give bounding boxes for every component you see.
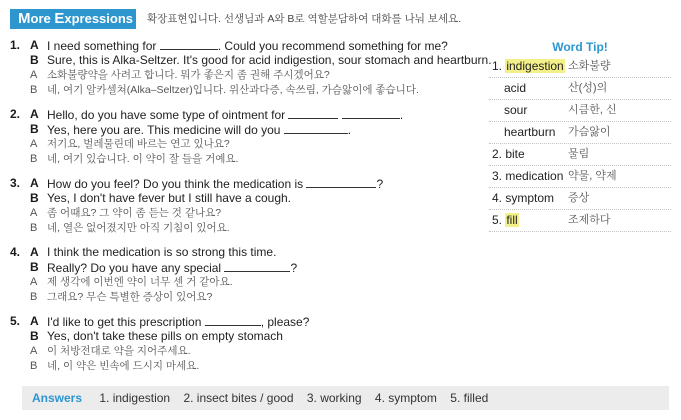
answer-blank bbox=[342, 107, 400, 119]
speaker-label: B bbox=[30, 360, 38, 372]
word-tip-term: 5. fill bbox=[492, 213, 518, 227]
speaker-label: B bbox=[30, 222, 38, 234]
translation-line-a bbox=[10, 344, 490, 359]
word-tip-meaning: 가슴앓이 bbox=[568, 126, 611, 138]
dialogue-text: Hello, do you have some type of ointment for . bbox=[47, 108, 404, 122]
answer-blank bbox=[205, 314, 261, 326]
translation-text: 제 생각에 이번엔 약이 너무 센 거 같아요. bbox=[47, 276, 233, 288]
translation-text: 네, 여기 있습니다. 이 약이 잘 들을 거예요. bbox=[47, 153, 239, 165]
answer-blank bbox=[160, 38, 218, 50]
speaker-label: B bbox=[30, 260, 39, 274]
dialogue-line-a bbox=[10, 176, 490, 191]
answers-bar bbox=[22, 386, 669, 410]
question-number: 3. bbox=[10, 176, 21, 190]
translation-text: 네, 이 약은 빈속에 드시지 마세요. bbox=[47, 360, 200, 372]
dialogue-line-b bbox=[10, 191, 490, 206]
translation-line-b bbox=[10, 290, 490, 305]
word-tip-meaning: 물림 bbox=[568, 148, 590, 160]
speaker-label: A bbox=[30, 345, 38, 357]
speaker-label: A bbox=[30, 276, 38, 288]
dialogue-line-b bbox=[10, 260, 490, 275]
speaker-label: B bbox=[30, 191, 39, 205]
speaker-label: B bbox=[30, 291, 38, 303]
translation-text: 저기요, 벌레물린데 바르는 연고 있나요? bbox=[47, 138, 230, 150]
answer-item: 1. indigestion bbox=[99, 391, 171, 405]
translation-line-b bbox=[10, 359, 490, 374]
word-tip-term: 4. symptom bbox=[492, 191, 555, 205]
word-tip-term: acid bbox=[504, 81, 527, 95]
translation-text: 좀 어때요? 그 약이 좀 듣는 것 같나요? bbox=[47, 207, 222, 219]
translation-line-b bbox=[10, 152, 490, 167]
answer-item: 3. working bbox=[306, 391, 362, 405]
question-number: 4. bbox=[10, 245, 21, 259]
instruction-text: 확장표현입니다. 선생님과 A와 B로 역할분담하여 대화를 나눠 보세요. bbox=[147, 13, 462, 25]
answer-item: 5. filled bbox=[450, 391, 489, 405]
speaker-label: A bbox=[30, 138, 38, 150]
speaker-label: A bbox=[30, 245, 39, 259]
dialogue-text: Yes, I don't have fever but I still have a cough. bbox=[47, 191, 292, 205]
dialogue-line-a bbox=[10, 245, 490, 260]
translation-text: 네, 여기 알카셀쳐(Alka–Seltzer)입니다. 위산과다증, 속쓰림, 가슴앓이에 좋습니다. bbox=[47, 84, 419, 96]
word-tip-row bbox=[489, 122, 671, 144]
word-tip-term: 3. medication bbox=[492, 169, 564, 183]
speaker-label: B bbox=[30, 329, 39, 343]
speaker-label: A bbox=[30, 38, 39, 52]
question-1 bbox=[10, 38, 490, 98]
dialogue-text: Sure, this is Alka-Seltzer. It's good for acid indigestion, sour stomach and heartburn. bbox=[47, 53, 492, 67]
translation-line-a bbox=[10, 68, 490, 83]
question-4 bbox=[10, 245, 490, 305]
answer-blank bbox=[306, 176, 376, 188]
word-tip-title: Word Tip! bbox=[552, 40, 608, 54]
word-tip-term: heartburn bbox=[504, 125, 556, 139]
answer-item: 2. insect bites / good bbox=[183, 391, 294, 405]
dialogue-text: I think the medication is so strong this time. bbox=[47, 245, 277, 259]
dialogue-text: Yes, here you are. This medicine will do you . bbox=[47, 123, 352, 137]
word-tip-row bbox=[489, 78, 671, 100]
dialogue-text: I'd like to get this prescription , please? bbox=[47, 315, 310, 329]
dialogue-text: How do you feel? Do you think the medication is ? bbox=[47, 177, 384, 191]
dialogue-text: Really? Do you have any special ? bbox=[47, 261, 298, 275]
answer-blank bbox=[224, 260, 290, 272]
word-tip-row bbox=[489, 56, 671, 78]
dialogue-text: Yes, don't take these pills on empty stomach bbox=[47, 329, 283, 343]
speaker-label: A bbox=[30, 176, 39, 190]
dialogue-line-a bbox=[10, 107, 490, 122]
translation-line-a bbox=[10, 275, 490, 290]
translation-text: 네, 열은 없어졌지만 아직 기침이 있어요. bbox=[47, 222, 230, 234]
word-tip-term: 1. indigestion bbox=[492, 59, 564, 73]
dialogue-text: I need something for . Could you recommend something for me? bbox=[47, 39, 448, 53]
word-tip-meaning: 시큼한, 신 bbox=[568, 104, 617, 116]
question-2 bbox=[10, 107, 490, 167]
word-tip-term: 2. bite bbox=[492, 147, 525, 161]
translation-line-a bbox=[10, 206, 490, 221]
word-tip-row bbox=[489, 166, 671, 188]
section-header bbox=[10, 9, 670, 29]
translation-line-b bbox=[10, 221, 490, 236]
dialogue-line-a bbox=[10, 38, 490, 53]
section-title-badge: More Expressions bbox=[10, 9, 136, 29]
speaker-label: A bbox=[30, 314, 39, 328]
question-list bbox=[10, 38, 490, 383]
speaker-label: B bbox=[30, 53, 39, 67]
question-number: 2. bbox=[10, 107, 21, 121]
word-tip-row bbox=[489, 210, 671, 232]
translation-text: 이 처방전대로 약을 지어주세요. bbox=[47, 345, 191, 357]
word-tip-term: sour bbox=[504, 103, 528, 117]
translation-line-a bbox=[10, 137, 490, 152]
word-tip-meaning: 산(성)의 bbox=[568, 82, 608, 94]
translation-line-b bbox=[10, 83, 490, 98]
dialogue-line-b bbox=[10, 53, 490, 68]
speaker-label: A bbox=[30, 107, 39, 121]
speaker-label: A bbox=[30, 207, 38, 219]
word-tip-meaning: 증상 bbox=[568, 192, 590, 204]
answer-item: 4. symptom bbox=[374, 391, 437, 405]
answers-label: Answers bbox=[32, 391, 83, 405]
word-tip-row bbox=[489, 100, 671, 122]
word-tip-row bbox=[489, 188, 671, 210]
translation-text: 소화불량약을 사려고 합니다. 뭐가 좋은지 좀 권해 주시겠어요? bbox=[47, 69, 330, 81]
question-5 bbox=[10, 314, 490, 374]
dialogue-line-b bbox=[10, 122, 490, 137]
speaker-label: A bbox=[30, 69, 38, 81]
speaker-label: B bbox=[30, 153, 38, 165]
word-tip-box bbox=[489, 38, 671, 232]
answer-blank bbox=[288, 107, 338, 119]
dialogue-line-b bbox=[10, 329, 490, 344]
translation-text: 그래요? 무슨 특별한 증상이 있어요? bbox=[47, 291, 213, 303]
question-3 bbox=[10, 176, 490, 236]
answer-blank bbox=[284, 122, 348, 134]
speaker-label: B bbox=[30, 122, 39, 136]
word-tip-meaning: 조제하다 bbox=[568, 214, 611, 226]
word-tip-row bbox=[489, 144, 671, 166]
dialogue-line-a bbox=[10, 314, 490, 329]
question-number: 5. bbox=[10, 314, 21, 328]
speaker-label: B bbox=[30, 84, 38, 96]
word-tip-meaning: 약물, 약제 bbox=[568, 170, 617, 182]
word-tip-meaning: 소화불량 bbox=[568, 60, 611, 72]
question-number: 1. bbox=[10, 38, 21, 52]
